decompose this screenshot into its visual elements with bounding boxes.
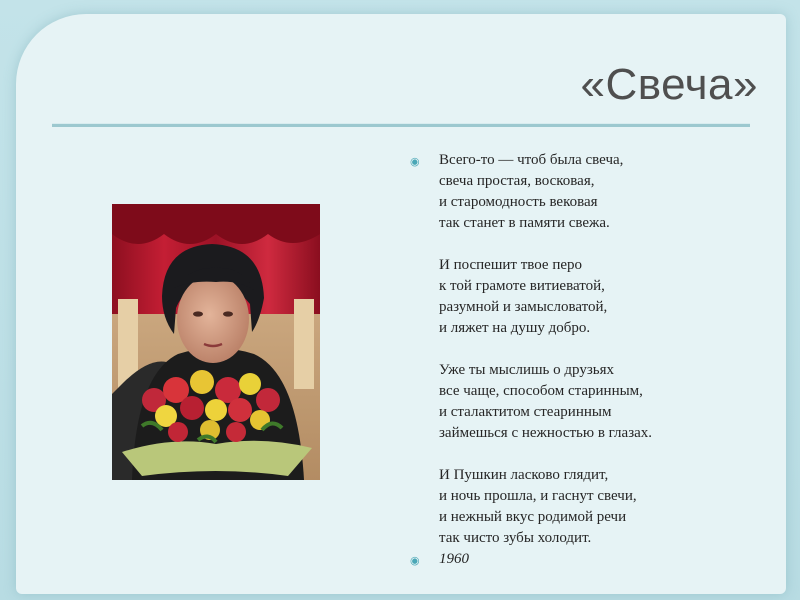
poem-line: Уже ты мыслишь о друзьях [439,362,614,378]
circle-dot-icon: ◉ [410,155,420,168]
poem-stanza [439,465,770,549]
poem-line: все чаще, способом старинным, [439,383,643,399]
poem-list [410,150,770,570]
poem-stanza [439,255,770,339]
slide-title: «Свеча» [580,60,758,109]
poem-line: и ночь прошла, и гаснут свечи, [439,488,637,504]
circle-dot-icon: ◉ [410,554,420,567]
poem-line: займешься с нежностью в глазах. [439,425,653,441]
poem-year: 1960 [439,551,469,567]
poem-stanza [439,360,770,444]
poem-line: И Пушкин ласково глядит, [439,467,609,483]
poem-line: к той грамоте витиеватой, [439,278,605,294]
poem-item [410,150,770,549]
poem-line: И поспешит твое перо [439,257,583,273]
poem-line: и ляжет на душу добро. [439,320,591,336]
poem-line: Всего-то — чтоб была свеча, [439,152,624,168]
portrait-photo [112,204,320,480]
poem-line: так станет в памяти свежа. [439,215,610,231]
poem-line: и нежный вкус родимой речи [439,509,627,525]
poem-line: свеча простая, восковая, [439,173,595,189]
poem-line: разумной и замысловатой, [439,299,608,315]
poem-line: и старомодность вековая [439,194,598,210]
portrait-image [112,204,320,480]
title-divider [52,123,750,127]
poem-line: и сталактитом стеаринным [439,404,612,420]
poem-stanza [439,150,770,234]
poem-year-item [410,549,770,570]
poem-line: так чисто зубы холодит. [439,530,592,546]
